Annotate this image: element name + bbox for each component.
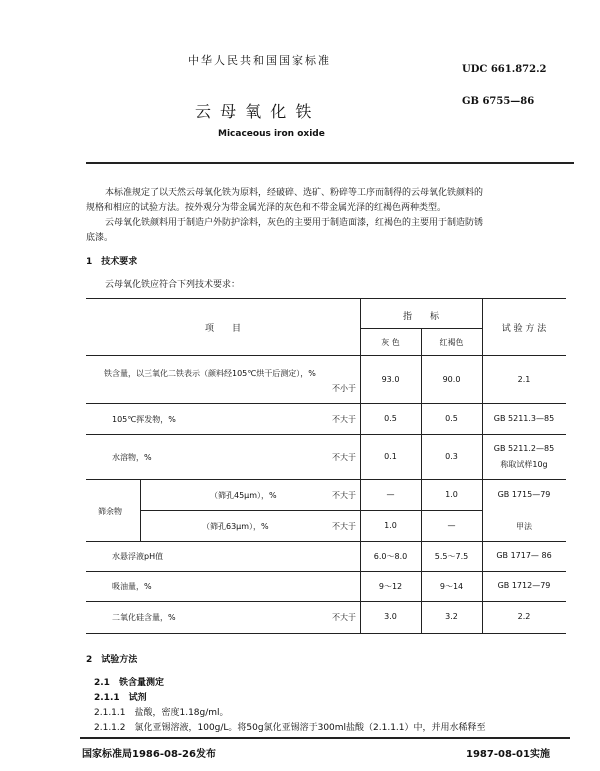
table-header-method: 试 验 方 法 — [501, 324, 547, 334]
footer-divider — [80, 737, 570, 739]
effective-date: 1987-08-01实施 — [466, 749, 550, 760]
table-cell-method-note: 甲法 — [516, 522, 532, 531]
table-cell-gray: 0.5 — [384, 414, 397, 423]
table-cell-method: GB 5211.2—85 — [493, 444, 555, 453]
section-2-1-heading: 2.1 铁含量测定 — [94, 678, 164, 688]
table-cell-method: GB 1712—79 — [497, 581, 551, 590]
table-row-limit: 不小于 — [332, 384, 356, 393]
section-2-1-1-2: 2.1.1.2 氯化亚锡溶液，100g/L。将50g氯化亚锡溶于300ml盐酸（2.1.1.1）中，并用水稀释至 — [94, 723, 486, 733]
intro-paragraph-1-cont: 规格和相应的试验方法。按外观分为带金属光泽的灰色和不带金属光泽的红褐色两种类型。 — [86, 203, 447, 213]
table-row-item: 水悬浮液pH值 — [112, 552, 164, 561]
english-title: Micaceous iron oxide — [218, 129, 325, 139]
table-cell-gray: 6.0～8.0 — [373, 552, 408, 561]
intro-paragraph-2-cont: 底漆。 — [86, 233, 114, 243]
table-row-item: 吸油量，% — [112, 582, 152, 591]
table-cell-gray: 9～12 — [378, 582, 403, 591]
table-cell-gray: 0.1 — [384, 452, 397, 461]
section-2-1-1-heading: 2.1.1 试剂 — [94, 693, 147, 703]
table-subrow-item: （筛孔63μm），% — [202, 522, 269, 531]
table-cell-gray: 3.0 — [384, 612, 397, 621]
table-cell-red: 3.2 — [445, 612, 458, 621]
table-row-item: 水溶物，% — [112, 453, 152, 462]
table-row-item: 铁含量，以三氧化二铁表示（颜料经105℃烘干后测定），% — [104, 369, 316, 378]
page-title: 云 母 氧 化 铁 — [195, 102, 314, 121]
table-cell-red: 0.5 — [445, 414, 458, 423]
table-row-limit: 不大于 — [332, 491, 356, 500]
udc-code: UDC 661.872.2 — [462, 64, 547, 75]
table-subrow-item: （筛孔45μm），% — [210, 491, 277, 500]
table-header-red: 红褐色 — [439, 338, 464, 347]
section-2-1-1-1: 2.1.1.1 盐酸，密度1.18g/ml。 — [94, 708, 229, 718]
table-row-limit: 不大于 — [332, 415, 356, 424]
gb-number: GB 6755—86 — [462, 96, 535, 107]
standard-org-title: 中华人民共和国国家标准 — [188, 54, 331, 67]
table-cell-red: 1.0 — [445, 490, 458, 499]
table-cell-red: 90.0 — [442, 375, 461, 384]
table-header-indicator: 指 标 — [402, 312, 439, 322]
table-header-gray: 灰 色 — [381, 338, 400, 347]
table-header-item: 项 目 — [204, 324, 241, 334]
table-cell-gray: — — [386, 490, 395, 499]
table-cell-red: 9～14 — [439, 582, 464, 591]
table-cell-red: 5.5～7.5 — [434, 552, 469, 561]
table-cell-gray: 1.0 — [384, 521, 397, 530]
intro-paragraph-2: 云母氧化铁颜料用于制造户外防护涂料，灰色的主要用于制造面漆，红褐色的主要用于制造防锈 — [105, 218, 484, 228]
header-divider — [86, 162, 574, 164]
section-2-heading: 2 试验方法 — [86, 655, 138, 665]
table-row-limit: 不大于 — [332, 522, 356, 531]
section-1-lead: 云母氧化铁应符合下列技术要求： — [105, 280, 241, 290]
table-cell-red: 0.3 — [445, 452, 458, 461]
table-row-item: 二氧化硅含量，% — [112, 613, 176, 622]
table-row-limit: 不大于 — [332, 453, 356, 462]
section-1-heading: 1 技术要求 — [86, 257, 138, 267]
table-cell-method: 2.1 — [517, 375, 531, 384]
table-row-item: 筛余物 — [98, 507, 122, 516]
table-cell-method-note: 称取试样10g — [500, 460, 548, 469]
table-cell-method: GB 1715—79 — [497, 490, 551, 499]
table-cell-method: GB 5211.3—85 — [493, 414, 555, 423]
table-row-limit: 不大于 — [332, 613, 356, 622]
table-row-item: 105℃挥发物，% — [112, 415, 176, 424]
issued-date: 国家标准局1986-08-26发布 — [82, 749, 216, 760]
table-cell-method: GB 1717— 86 — [496, 551, 552, 560]
table-cell-gray: 93.0 — [381, 375, 400, 384]
intro-paragraph-1: 本标准规定了以天然云母氧化铁为原料，经破碎、选矿、粉碎等工序而制得的云母氧化铁颜料的 — [105, 188, 484, 198]
table-cell-red: — — [447, 521, 456, 530]
table-cell-method: 2.2 — [517, 612, 531, 621]
